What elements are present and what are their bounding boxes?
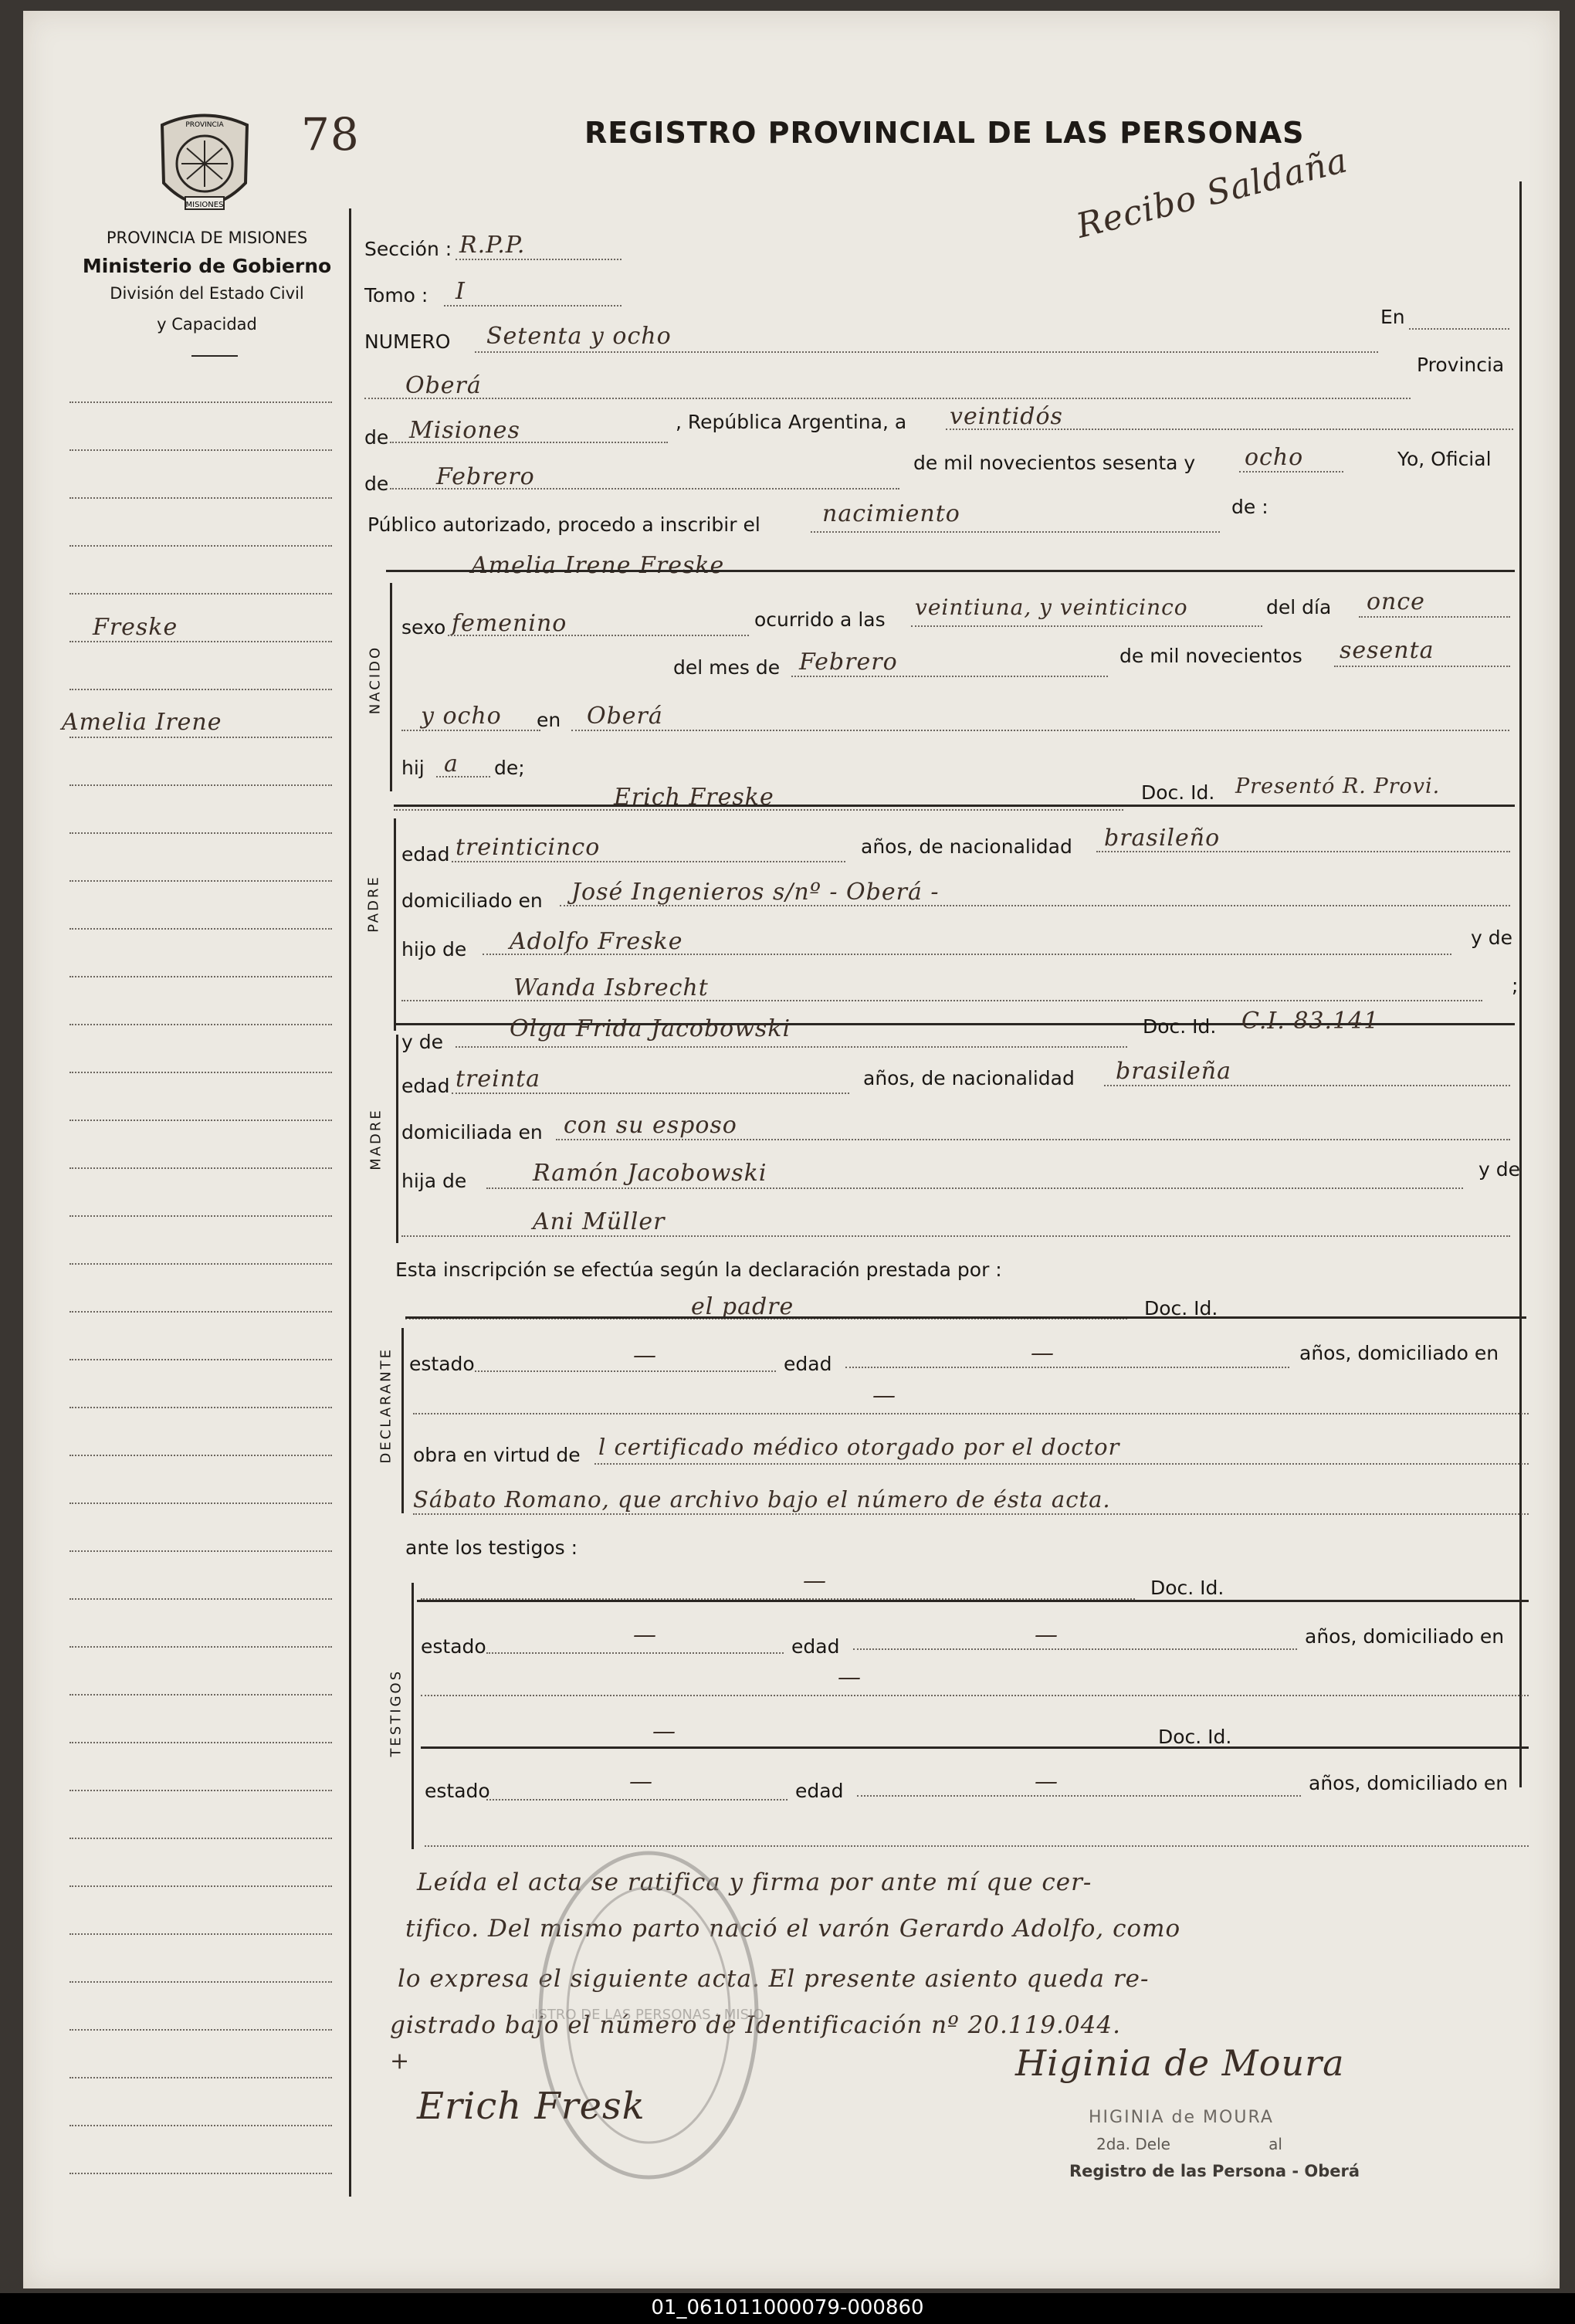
provincia-line [390,442,668,443]
margin-rule-line [69,1646,332,1648]
margin-rule-line [69,1502,332,1504]
margin-rule-line [69,1598,332,1600]
padre-doc-label: Doc. Id. [1141,781,1215,804]
madre-section-label: MADRE [368,1108,384,1170]
margin-rule-line [69,2173,332,2174]
hij-line [436,776,490,777]
ciudad-value: Oberá [405,372,482,399]
dia-hecho-line [946,429,1513,430]
declarante-doc-label: Doc. Id. [1144,1297,1218,1320]
declaracion-text: Esta inscripción se efectúa según la declaración prestada por : [395,1259,1002,1281]
testigo2-estado-label: estado [425,1780,490,1802]
declarante-section-label: DECLARANTE [378,1347,395,1464]
mil-label: de mil novecientos sesenta y [913,452,1196,474]
padre-domicilio-value: José Ingenieros s/nº - Oberá - [571,879,940,906]
margin-rule-line [69,1024,332,1025]
nacido-mil-label: de mil novecientos [1119,645,1302,667]
declarante-top-rule [405,1316,1526,1319]
padre-edad-line [452,861,845,862]
margin-rule-line [69,401,332,403]
obra-line-2 [413,1513,1529,1515]
margin-rule-line [69,1311,332,1313]
testigo1-domicilio-value: — [838,1664,862,1691]
padre-padre-de-line [483,954,1451,955]
sexo-value: femenino [452,610,567,637]
provincial-seal-logo [154,110,255,222]
padre-section-label: PADRE [365,875,382,933]
padre-edad-value: treinticinco [456,834,601,861]
testigo1-estado-label: estado [421,1635,486,1658]
tipo-acta-line [811,531,1220,533]
sexo-line [448,635,749,636]
seccion-label: Sección : [364,238,452,260]
tomo-label: Tomo : [364,284,428,307]
madre-padre-de-value: Ramón Jacobowski [533,1160,767,1187]
hij-de-label: de; [494,757,525,779]
margin-rule-line [69,1263,332,1265]
madre-y-de-label: y de [401,1031,443,1053]
madre-nombre-line [456,1046,1127,1048]
dia-hecho-value: veintidós [950,403,1063,430]
mes-hecho-value: Febrero [436,463,535,490]
provincia-label: Provincia [1417,354,1505,376]
del-dia-label: del día [1266,596,1332,618]
nota-linea-2: tifico. Del mismo parto nació el varón Gerardo Adolfo, como [405,1915,1181,1943]
margin-rule-line [69,1838,332,1839]
padre-hijo-label: hijo de [401,938,467,960]
declarante-estado-line [475,1370,776,1372]
padre-nacionalidad-line [1096,851,1510,852]
padre-nacionalidad-value: brasileño [1104,825,1221,852]
anio-line [1334,666,1510,667]
publico-label: Público autorizado, procedo a inscribir el [368,513,760,536]
margin-rule-line [69,1072,332,1073]
testigo1-nombre: — [803,1567,827,1594]
margin-rule-line [69,737,332,738]
declarante-edad-line [845,1367,1289,1368]
margin-rule-line [69,928,332,930]
madre-hija-label: hija de [401,1170,467,1192]
madre-nombre: Olga Frida Jacobowski [510,1015,791,1042]
testigo1-estado-line [486,1652,784,1654]
madre-madre-de-value: Ani Müller [533,1208,666,1235]
testigo2-nombre: — [652,1718,676,1745]
padre-y-de-label: y de [1471,927,1512,949]
svg-text:PROVINCIA: PROVINCIA [185,121,224,129]
margin-rule-line [69,1359,332,1360]
madre-nacionalidad-line [1104,1085,1510,1086]
declarante-anos-label: años, domiciliado en [1299,1342,1499,1364]
testigo1-edad-line [853,1648,1297,1650]
margin-rule-line [69,593,332,595]
en-label: En [1380,306,1405,328]
testigo1-edad-label: edad [791,1635,840,1658]
margin-rule-line [69,1933,332,1935]
registry-stamp [533,1845,764,2185]
en-line [1409,328,1509,330]
testigo1-anos-label: años, domiciliado en [1305,1625,1505,1648]
form-frame-right [1519,181,1522,1787]
seccion-value: R.P.P. [459,232,526,259]
ante-testigos-label: ante los testigos : [405,1536,578,1559]
seccion-line [456,259,622,260]
padre-domicilio-line [560,905,1510,906]
padre-madre-de-value: Wanda Isbrecht [513,974,709,1001]
padre-edad-label: edad [401,843,450,866]
tomo-line [444,305,622,307]
margin-rule-line [69,1455,332,1456]
margin-rule-line [69,784,332,786]
hora-value: veintiuna, y veinticinco [915,595,1188,620]
madre-domicilio-value: con su esposo [564,1112,737,1139]
declarante-edad-label: edad [784,1353,832,1375]
nacido-section-label: NACIDO [367,645,384,715]
padre-nombre: Erich Freske [614,784,774,811]
de-colon-label: de : [1231,496,1268,518]
declarante-estado-label: estado [409,1353,475,1375]
testigos-top-rule [417,1600,1529,1602]
madre-padre-de-line [486,1187,1463,1189]
margin-rule-line [69,1790,332,1791]
sexo-label: sexo [401,616,446,639]
margin-rule-line [69,1550,332,1552]
ocurrido-label: ocurrido a las [754,608,886,631]
margin-rule-line [69,880,332,882]
madre-madre-de-line [401,1235,1510,1237]
ministry-name: Ministerio de Gobierno [82,255,332,277]
margin-rule-line [69,497,332,499]
testigo1-estado-value: — [633,1621,657,1648]
anio-value: sesenta [1340,637,1434,664]
oficial-cargo: 2da. Dele al [1096,2135,1282,2153]
margin-rule-line [69,1742,332,1743]
top-signature: Recibo Saldaña [1072,141,1352,246]
registro-name: Registro de las Persona - Oberá [1069,2162,1360,2180]
madre-domicilio-label: domiciliada en [401,1121,543,1143]
numero-value: Setenta y ocho [486,323,672,350]
lugar-value: Oberá [587,703,663,730]
testigos-section-label: TESTIGOS [388,1668,405,1757]
anio-continued: y ocho [421,703,502,730]
margin-given-names: Amelia Irene [62,709,222,736]
madre-bracket [396,1035,398,1243]
testigo1-doc-label: Doc. Id. [1150,1577,1224,1599]
header-divider [191,355,238,357]
testigo2-estado-line [486,1799,788,1801]
file-id-label: 01_061011000079-000860 [651,2296,924,2319]
de-label: de [364,426,389,449]
madre-nacionalidad-value: brasileña [1116,1058,1231,1085]
del-mes-label: del mes de [673,656,781,679]
nota-linea-3: lo expresa el siguiente acta. El presente asiento queda re- [398,1965,1150,1993]
mes-hecho-line [390,488,899,490]
obra-line-1 [594,1463,1529,1465]
tipo-acta-value: nacimiento [822,500,960,527]
margin-rule-line [69,1120,332,1121]
anio-hecho-value: ocho [1245,444,1304,471]
padre-domicilio-label: domiciliado en [401,889,543,912]
testigo1-domicilio-line [421,1695,1529,1696]
declarante-bracket [401,1328,404,1513]
mes-line [791,676,1108,677]
republica-label: , República Argentina, a [676,411,907,433]
obra-label: obra en virtud de [413,1444,581,1466]
testigo2-anos-label: años, domiciliado en [1309,1772,1509,1794]
hij-label: hij [401,757,425,779]
madre-edad-value: treinta [456,1065,541,1093]
declarante-domicilio-value: — [872,1382,896,1409]
sheet-number: 78 [301,108,360,161]
margin-rule-line [69,832,332,834]
margin-rule-line [69,976,332,977]
padre-top-rule [394,805,1515,807]
madre-anos-label: años, de nacionalidad [863,1067,1075,1089]
margin-rule-line [69,1167,332,1169]
margin-rule-line [69,689,332,690]
margin-rule-line [69,2125,332,2126]
margin-rule-line [69,1694,332,1696]
madre-y-de-label-2: y de [1478,1158,1520,1181]
padre-padre-de-value: Adolfo Freske [510,928,683,955]
testigo2-doc-label: Doc. Id. [1158,1726,1232,1748]
oficial-signature: Higinia de Moura [1015,2042,1345,2084]
provincia-value: Misiones [409,417,520,444]
mes-value: Febrero [799,649,898,676]
ciudad-line [364,398,1411,399]
nacido-nombre: Amelia Irene Freske [471,552,725,579]
margin-rule-line [69,1981,332,1983]
yo-oficial-label: Yo, Oficial [1397,448,1492,470]
obra-value-2: Sábato Romano, que archivo bajo el número de ésta acta. [413,1486,1111,1513]
form-frame-left [349,208,351,2197]
nota-linea-4: gistrado bajo el número de Identificación nº 20.119.044. [390,2011,1121,2039]
margin-surname: Freske [93,614,178,641]
margin-rule-line [69,1885,332,1887]
testigo2-estado-value: — [629,1768,653,1795]
testigo1-edad-value: — [1035,1621,1058,1648]
margin-rule-line [69,1407,332,1408]
padre-nombre-line [394,809,1123,811]
madre-edad-label: edad [401,1075,450,1097]
obra-value-1: l certificado médico otorgado por el doctor [598,1434,1120,1460]
hora-line [911,625,1262,627]
madre-doc-label: Doc. Id. [1143,1015,1217,1038]
margin-rule-line [69,1215,332,1217]
nota-linea-1: Leída el acta se ratifica y firma por ante mí que cer- [417,1868,1092,1896]
lugar-en-label: en [537,709,561,731]
tomo-value: I [456,278,466,305]
padre-bracket [394,818,396,1031]
declarante-signature: Erich Fresk [417,2085,645,2128]
declarante-estado-value: — [633,1342,657,1369]
padre-doc-value: Presentó R. Provi. [1235,774,1441,798]
division-capacity: y Capacidad [157,315,257,334]
margin-rule-line [69,2077,332,2078]
margin-rule-line [69,2029,332,2031]
madre-domicilio-line [556,1139,1510,1140]
numero-line [475,351,1378,353]
margin-rule-line [69,641,332,642]
svg-text:REGISTRO DE LAS PERSONAS · MIS: ISTRO DE LAS PERSONAS · MISIO [534,2007,764,2023]
hij-suffix: a [444,750,459,777]
madre-doc-value: C.I. 83.141 [1241,1008,1380,1035]
testigo2-edad-value: — [1035,1768,1058,1795]
de-label-2: de [364,473,389,495]
padre-semicolon: ; [1512,974,1519,997]
declarante-nombre: el padre [691,1293,794,1320]
svg-text:MISIONES: MISIONES [185,201,224,209]
testigos-bracket [412,1583,414,1849]
dia-line [1359,616,1510,618]
declarante-domicilio-line [413,1413,1529,1414]
testigo2-edad-label: edad [795,1780,844,1802]
nacido-bracket [390,583,392,791]
madre-edad-line [452,1093,849,1094]
dia-value: once [1367,588,1425,615]
numero-label: NUMERO [364,330,451,353]
marca-firma: + [390,2048,411,2075]
padre-madre-de-line [401,1000,1482,1001]
margin-rule-line [69,545,332,547]
division-name: División del Estado Civil [110,284,304,303]
province-name: PROVINCIA DE MISIONES [106,229,308,247]
margin-rule-line [69,449,332,451]
lugar-line [571,730,1509,731]
testigo2-edad-line [857,1795,1301,1797]
anio-hecho-line [1239,471,1343,473]
declarante-edad-value: — [1031,1340,1055,1367]
nacido-top-rule [386,570,1515,572]
oficial-print-name: HIGINIA de MOURA [1089,2108,1274,2127]
anio-continued-line [401,730,540,731]
testigo2-rule [421,1746,1529,1749]
padre-anos-label: años, de nacionalidad [861,835,1072,858]
page-title: REGISTRO PROVINCIAL DE LAS PERSONAS [584,116,1305,150]
